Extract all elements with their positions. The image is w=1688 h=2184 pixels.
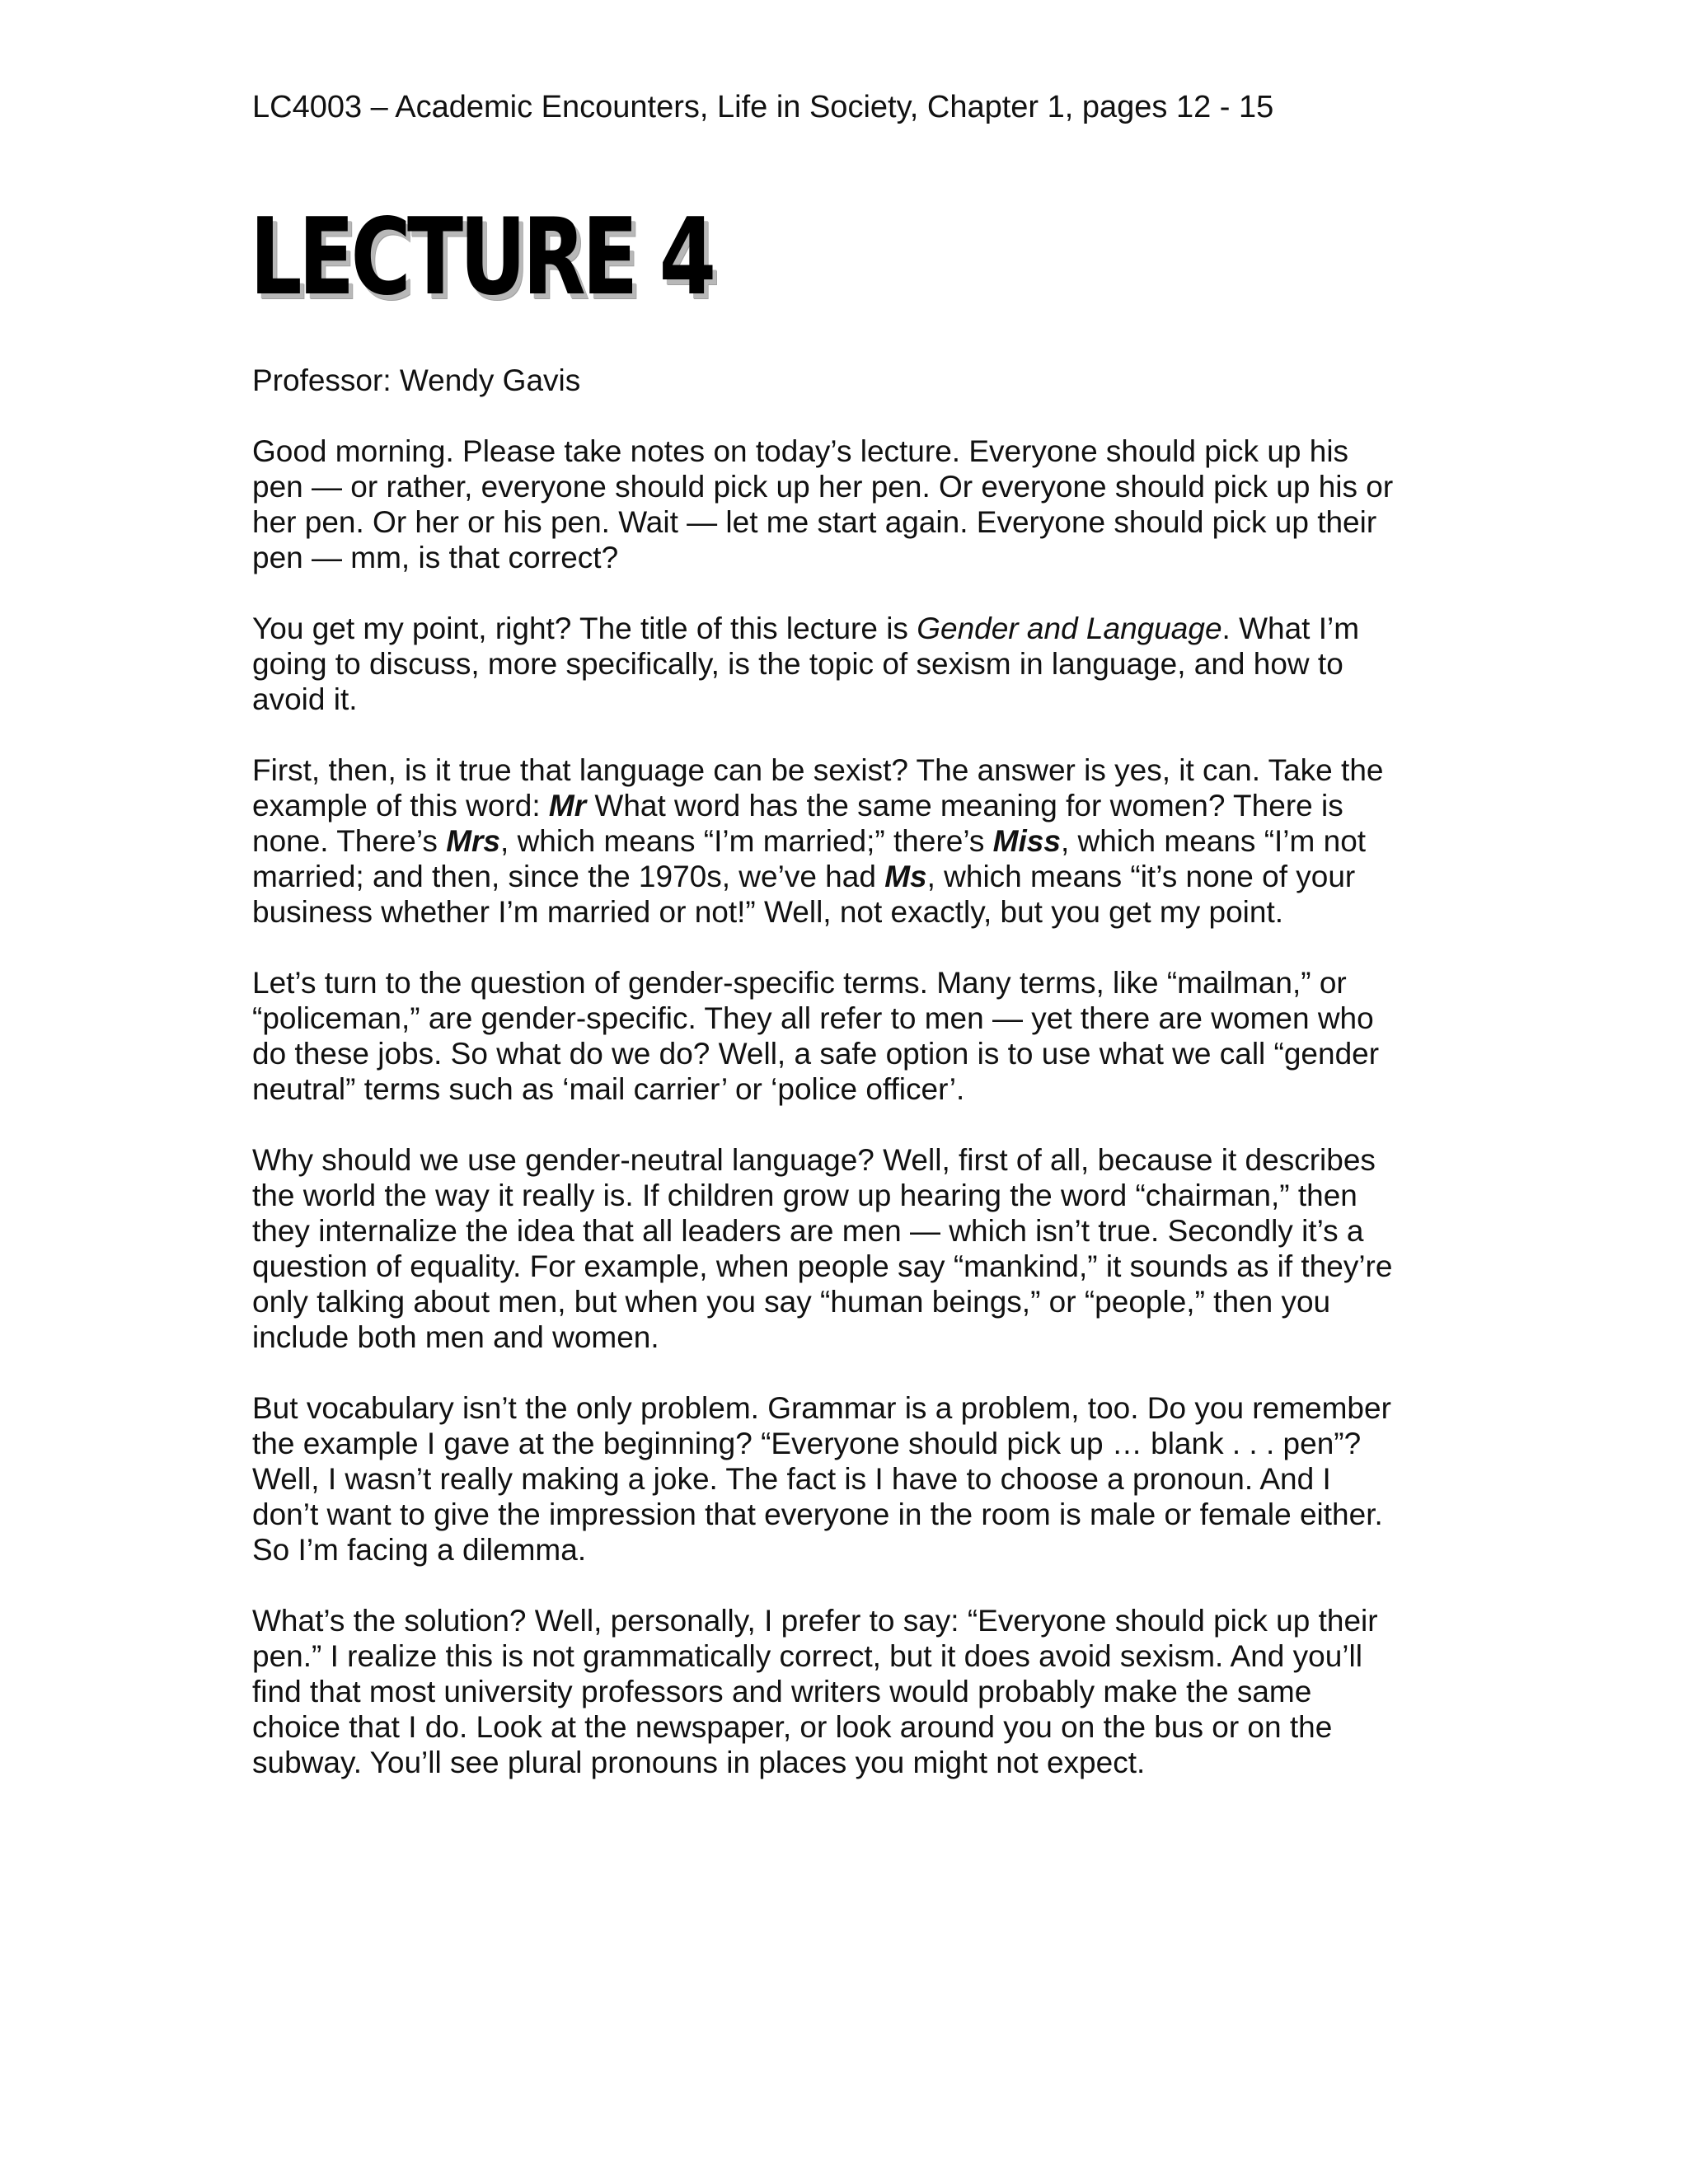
term-mr: Mr <box>548 789 587 823</box>
term-mrs: Mrs <box>446 824 501 858</box>
paragraph-line: What’s the solution? Well, personally, I prefer to say: “Everyone should pick up their <box>252 1604 1378 1638</box>
text-run: . What I’m <box>1221 612 1360 645</box>
paragraph-line <box>252 611 1423 646</box>
text-run: none. There’s <box>252 824 447 858</box>
lecture-title: LECTURE 4 <box>250 196 713 319</box>
paragraph-5 <box>252 1142 1423 1355</box>
paragraph-line: going to discuss, more specifically, is the topic of sexism in language, and how to <box>252 647 1343 681</box>
paragraph-line: the world the way it really is. If children grow up hearing the word “chairman,” then <box>252 1179 1357 1212</box>
paragraph-line: do these jobs. So what do we do? Well, a safe option is to use what we call “gender <box>252 1037 1380 1071</box>
lecture-topic-italic: Gender and Language <box>917 612 1222 645</box>
paragraph-line: Why should we use gender-neutral language? Well, first of all, because it describes <box>252 1143 1376 1177</box>
paragraph-line: neutral” terms such as ‘mail carrier’ or ‘police officer’. <box>252 1072 965 1106</box>
paragraph-line: So I’m facing a dilemma. <box>252 1533 587 1567</box>
paragraph-line: First, then, is it true that language can be sexist? The answer is yes, it can. Take the <box>252 753 1384 787</box>
paragraph-line: Good morning. Please take notes on today’s lecture. Everyone should pick up his <box>252 434 1349 468</box>
paragraph-line: pen — mm, is that correct? <box>252 541 619 574</box>
paragraph-line: pen.” I realize this is not grammatically correct, but it does avoid sexism. And you’ll <box>252 1639 1362 1673</box>
paragraph-line: pen — or rather, everyone should pick up her pen. Or everyone should pick up his or <box>252 470 1394 504</box>
paragraph-line: Well, I wasn’t really making a joke. The fact is I have to choose a pronoun. And I <box>252 1462 1331 1496</box>
paragraph-6 <box>252 1390 1423 1568</box>
paragraph-line: the example I gave at the beginning? “Everyone should pick up … blank . . . pen”? <box>252 1427 1362 1460</box>
paragraph-line: choice that I do. Look at the newspaper, or look around you on the bus or on the <box>252 1710 1333 1744</box>
paragraph-1 <box>252 434 1423 575</box>
text-run: married; and then, since the 1970s, we’ve had <box>252 860 885 893</box>
paragraph-line: include both men and women. <box>252 1320 659 1354</box>
text-run: , which means “I’m not <box>1060 824 1367 858</box>
paragraph-7 <box>252 1603 1423 1780</box>
text-run: example of this word: <box>252 789 549 823</box>
paragraph-line <box>252 823 1423 859</box>
paragraph-line: only talking about men, but when you say “human beings,” or “people,” then you <box>252 1285 1331 1319</box>
professor-line <box>252 363 1423 398</box>
text-run: You get my point, right? The title of this lecture is <box>252 612 917 645</box>
paragraph-line: her pen. Or her or his pen. Wait — let me start again. Everyone should pick up their <box>252 505 1377 539</box>
professor-name: Professor: Wendy Gavis <box>252 363 581 397</box>
paragraph-line: But vocabulary isn’t the only problem. Grammar is a problem, too. Do you remember <box>252 1391 1391 1425</box>
paragraph-line: question of equality. For example, when people say “mankind,” it sounds as if they’re <box>252 1249 1393 1283</box>
paragraph-line: Let’s turn to the question of gender-specific terms. Many terms, like “mailman,” or <box>252 966 1347 1000</box>
paragraph-4 <box>252 965 1423 1107</box>
term-ms: Ms <box>884 860 927 893</box>
text-run: , which means “I’m married;” there’s <box>500 824 993 858</box>
paragraph-line: find that most university professors and writers would probably make the same <box>252 1675 1312 1708</box>
paragraph-line: business whether I’m married or not!” Well, not exactly, but you get my point. <box>252 895 1284 929</box>
paragraph-3 <box>252 752 1423 930</box>
lecture-body <box>252 363 1423 1816</box>
paragraph-line <box>252 859 1423 894</box>
paragraph-line: subway. You’ll see plural pronouns in places you might not expect. <box>252 1746 1146 1779</box>
running-header: LC4003 – Academic Encounters, Life in Society, Chapter 1, pages 12 - 15 <box>252 90 1274 124</box>
text-run: What word has the same meaning for women? There is <box>586 789 1343 823</box>
paragraph-2 <box>252 611 1423 717</box>
text-run: , which means “it’s none of your <box>926 860 1356 893</box>
paragraph-line: “policeman,” are gender-specific. They all refer to men — yet there are women who <box>252 1001 1374 1035</box>
paragraph-line: don’t want to give the impression that everyone in the room is male or female either. <box>252 1497 1383 1531</box>
paragraph-line: avoid it. <box>252 682 358 716</box>
paragraph-line: they internalize the idea that all leaders are men — which isn’t true. Secondly it’s a <box>252 1214 1364 1248</box>
paragraph-line <box>252 788 1423 823</box>
term-miss: Miss <box>992 824 1061 858</box>
